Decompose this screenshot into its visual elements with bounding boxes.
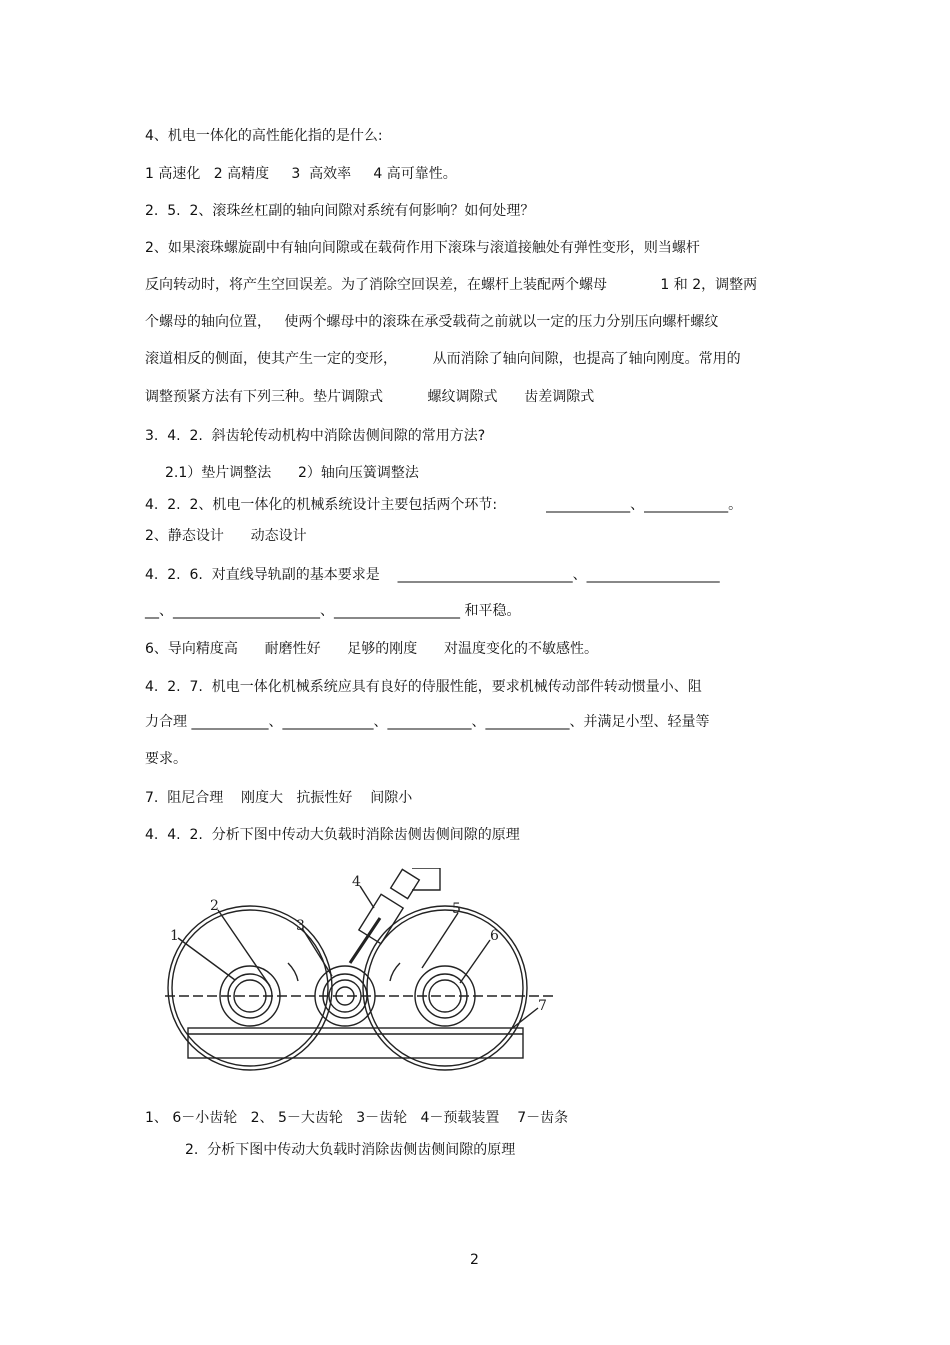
answer-2-line-1: 2、如果滚珠螺旋副中有轴向间隙或在载荷作用下滚珠与滚道接触处有弹性变形，则当螺杆: [145, 240, 700, 256]
page-number: 2: [470, 1252, 479, 1268]
question-4-4-2: 4. 4. 2. 分析下图中传动大负载时消除齿侧齿侧间隙的原理: [145, 827, 520, 843]
question-4-2-6-line-1: 4. 2. 6. 对直线导轨副的基本要求是 _________________________、___________________: [145, 567, 720, 583]
question-4-2-6-line-2: __、_____________________、__________________ 和平稳。: [145, 603, 521, 619]
label-3: 3: [296, 918, 305, 934]
rack: [188, 1028, 523, 1058]
figure-legend: 1、 6－小齿轮 2、 5－大齿轮 3－齿轮 4－预载装置 7－齿条: [145, 1110, 569, 1126]
question-4-2-7-line-1: 4. 2. 7. 机电一体化机械系统应具有良好的侍服性能，要求机械传动部件转动惯量小、阻: [145, 679, 702, 695]
answer-2-line-3: 个螺母的轴向位置， 使两个螺母中的滚珠在承受载荷之前就以一定的压力分别压向螺杆螺纹: [145, 314, 719, 330]
label-1: 1: [170, 928, 179, 944]
gear-rack-backlash-diagram: [160, 868, 560, 1098]
question-2-analysis: 2. 分析下图中传动大负载时消除齿侧齿侧间隙的原理: [185, 1142, 516, 1158]
answer-4-2-7: 7. 阻尼合理 刚度大 抗振性好 间隙小: [145, 790, 413, 806]
label-7: 7: [538, 998, 547, 1014]
answer-4: 1 高速化 2 高精度 3 高效率 4 高可靠性。: [145, 166, 457, 182]
question-4-2-2: 4. 2. 2、机电一体化的机械系统设计主要包括两个环节: ____________、____________。: [145, 497, 743, 513]
label-4: 4: [352, 874, 361, 890]
answer-3: 2.1）垫片调整法 2）轴向压簧调整法: [165, 465, 419, 481]
large-gear-right: [363, 906, 527, 1070]
question-4-2-7-line-3: 要求。: [145, 751, 187, 767]
answer-2-line-5: 调整预紧方法有下列三种。垫片调隙式 螺纹调隙式 齿差调隙式: [145, 389, 595, 405]
answer-2-line-2: 反向转动时，将产生空回误差。为了消除空回误差，在螺杆上装配两个螺母 1 和 2，调整两: [145, 277, 758, 293]
question-4-2-7-line-2: 力合理 ___________、_____________、____________、____________、并满足小型、轻量等: [145, 714, 710, 730]
question-2-5-2: 2. 5. 2、滚珠丝杠副的轴向间隙对系统有何影响？如何处理？: [145, 203, 535, 219]
question-4-mechatronics: 4、机电一体化的高性能化指的是什么:: [145, 128, 383, 144]
answer-4-2-2: 2、静态设计 动态设计: [145, 528, 307, 544]
label-6: 6: [490, 928, 499, 944]
label-5: 5: [452, 901, 461, 917]
answer-2-line-4: 滚道相反的侧面，使其产生一定的变形， 从而消除了轴向间隙，也提高了轴向刚度。常用的: [145, 351, 741, 367]
question-3-4-2: 3. 4. 2. 斜齿轮传动机构中消除齿侧间隙的常用方法?: [145, 428, 486, 444]
label-2: 2: [210, 898, 219, 914]
large-gear-left: [168, 906, 332, 1070]
answer-4-2-6: 6、导向精度高 耐磨性好 足够的刚度 对温度变化的不敏感性。: [145, 641, 599, 657]
